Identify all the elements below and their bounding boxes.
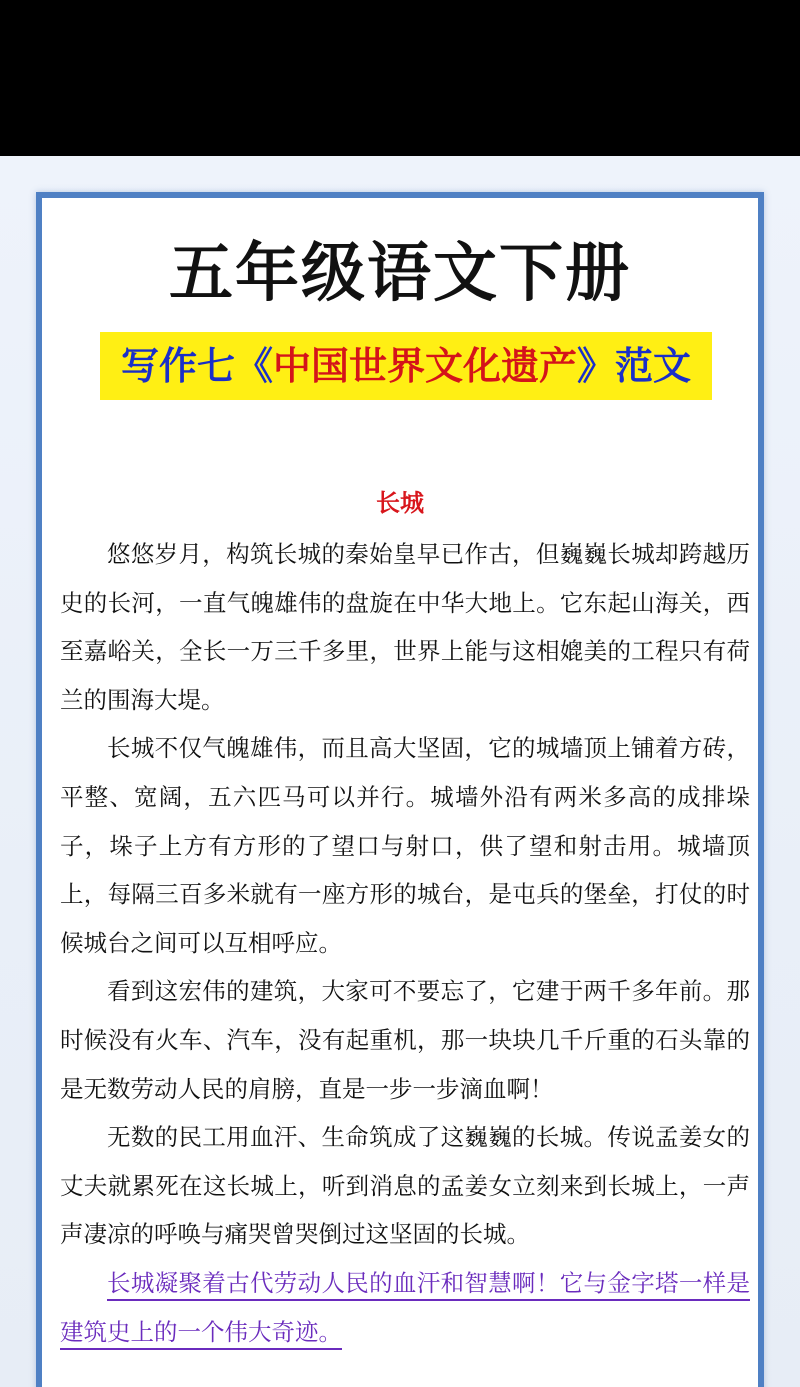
top-black-bar <box>0 0 800 156</box>
subtitle-prefix: 写作七 <box>120 344 235 388</box>
essay-title: 长城 <box>376 489 424 517</box>
essay-body <box>60 530 750 1356</box>
subtitle-open-bracket: 《 <box>234 344 273 388</box>
essay-conclusion-text: 长城凝聚着古代劳动人民的血汗和智慧啊！它与金字塔一样是建筑史上的一个伟大奇迹。 <box>60 1268 750 1346</box>
subtitle-banner <box>100 332 712 400</box>
essay-paragraph: 无数的民工用血汗、生命筑成了这巍巍的长城。传说孟姜女的丈夫就累死在这长城上，听到消息的孟姜女立刻来到长城上，一声声凄凉的呼唤与痛哭曾哭倒过这坚固的长城。 <box>60 1123 750 1249</box>
essay-conclusion <box>60 1259 750 1356</box>
subtitle-suffix: 范文 <box>615 344 692 388</box>
essay-paragraph: 看到这宏伟的建筑，大家可不要忘了，它建于两千多年前。那时候没有火车、汽车，没有起重机，那一块块几千斤重的石头靠的是无数劳动人民的肩膀，直是一步一步滴血啊！ <box>60 977 750 1103</box>
document-title: 五年级语文下册 <box>169 237 631 311</box>
essay-paragraph: 悠悠岁月，构筑长城的秦始皇早已作古，但巍巍长城却跨越历史的长河，一直气魄雄伟的盘旋在中华大地上。它东起山海关，西至嘉峪关，全长一万三千多里，世界上能与这相媲美的工程只有荷兰的围海大堤。 <box>60 540 750 714</box>
document-card <box>36 192 764 1387</box>
subtitle-topic: 中国世界文化遗产 <box>272 344 577 388</box>
page-background <box>0 156 800 1387</box>
essay-paragraph: 长城不仅气魄雄伟，而且高大坚固，它的城墙顶上铺着方砖，平整、宽阔，五六匹马可以并行。城墙外沿有两米多高的成排垛子，垛子上方有方形的了望口与射口，供了望和射击用。城墙顶上，每隔三百多米就有一座方形的城台，是屯兵的堡垒，打仗的时候城台之间可以互相呼应。 <box>60 734 750 957</box>
subtitle-close-bracket: 》 <box>577 344 616 388</box>
